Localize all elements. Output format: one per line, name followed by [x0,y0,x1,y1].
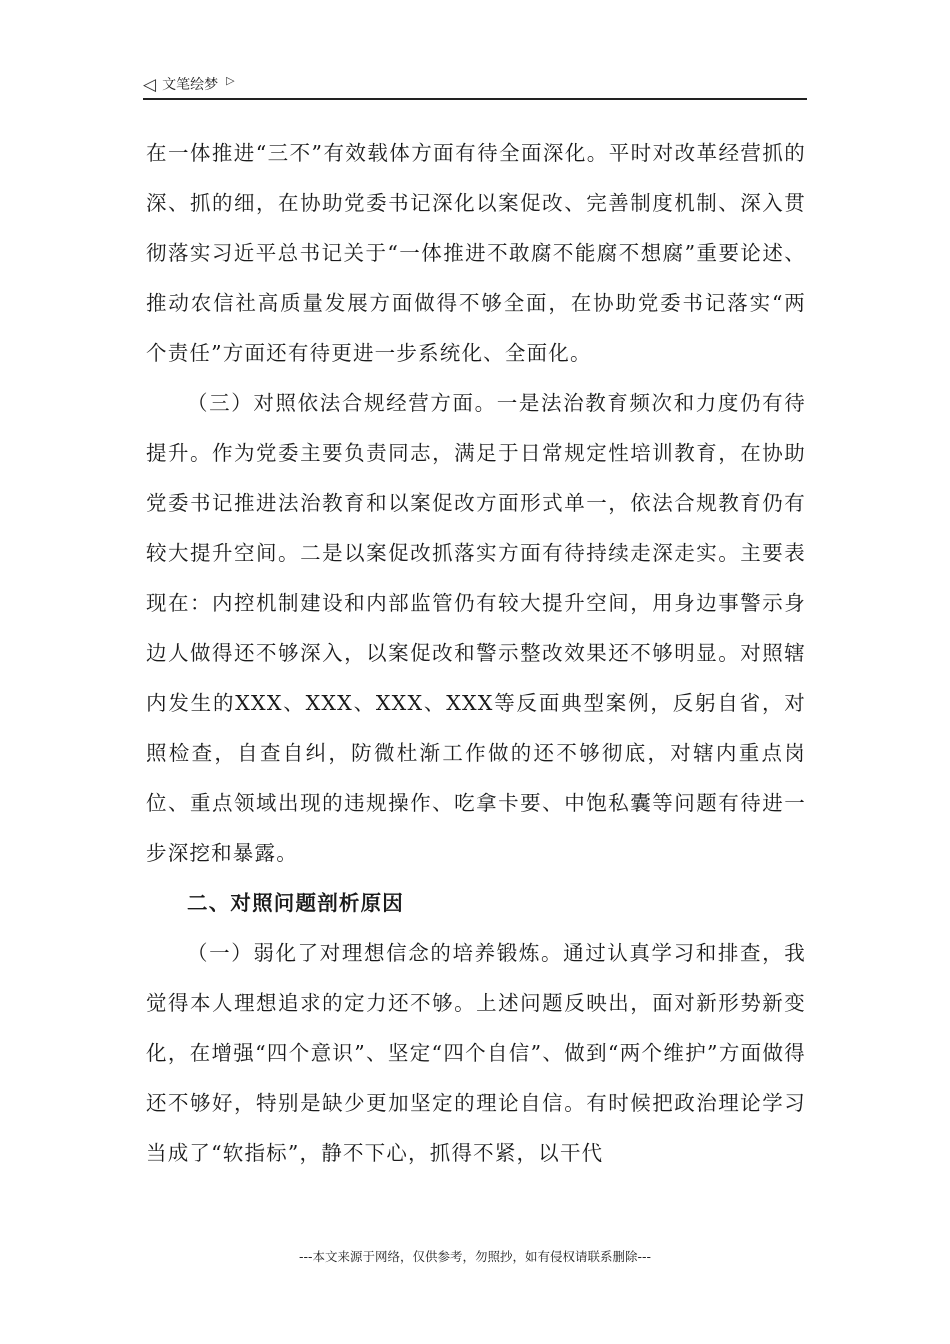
section-heading: 二、对照问题剖析原因 [187,891,404,915]
document-body [146,128,806,1178]
brand-label: 文笔绘梦 [162,77,219,93]
header-brand [143,72,235,98]
footer-notice: ---本文来源于网络，仅供参考，勿照抄，如有侵权请联系删除--- [298,1249,652,1264]
triangle-left-icon: ◁ [143,75,157,95]
page-header [143,72,807,100]
paragraph-continuation: 在一体推进“三不”有效载体方面有待全面深化。平时对改革经营抓的深、抓的细，在协助党委书记深化以案促改、完善制度机制、深入贯彻落实习近平总书记关于“一体推进不敢腐不能腐不想腐”重要论述、推动农信社高质量发展方面做得不够全面，在协助党委书记落实“两个责任”方面还有待更进一步系统化、全面化。 [146,141,806,365]
paragraph-section-three: （三）对照依法合规经营方面。一是法治教育频次和力度仍有待提升。作为党委主要负责同志，满足于日常规定性培训教育，在协助党委书记推进法治教育和以案促改方面形式单一，依法合规教育仍有较大提升空间。二是以案促改抓落实方面有待持续走深走实。主要表现在：内控机制建设和内部监管仍有较大提升空间，用身边事警示身边人做得还不够深入，以案促改和警示整改效果还不够明显。对照辖内发生的XXX、XXX、XXX、XXX等反面典型案例，反躬自省，对照检查，自查自纠，防微杜渐工作做的还不够彻底，对辖内重点岗位、重点领域出现的违规操作、吃拿卡要、中饱私囊等问题有待进一步深挖和暴露。 [146,391,806,865]
paragraph-reason-one: （一）弱化了对理想信念的培养锻炼。通过认真学习和排查，我觉得本人理想追求的定力还不够。上述问题反映出，面对新形势新变化，在增强“四个意识”、坚定“四个自信”、做到“两个维护”方面做得还不够好，特别是缺少更加坚定的理论自信。有时候把政治理论学习当成了“软指标”，静不下心，抓得不紧，以干代 [146,941,806,1165]
triangle-right-icon: ▷ [226,74,235,87]
